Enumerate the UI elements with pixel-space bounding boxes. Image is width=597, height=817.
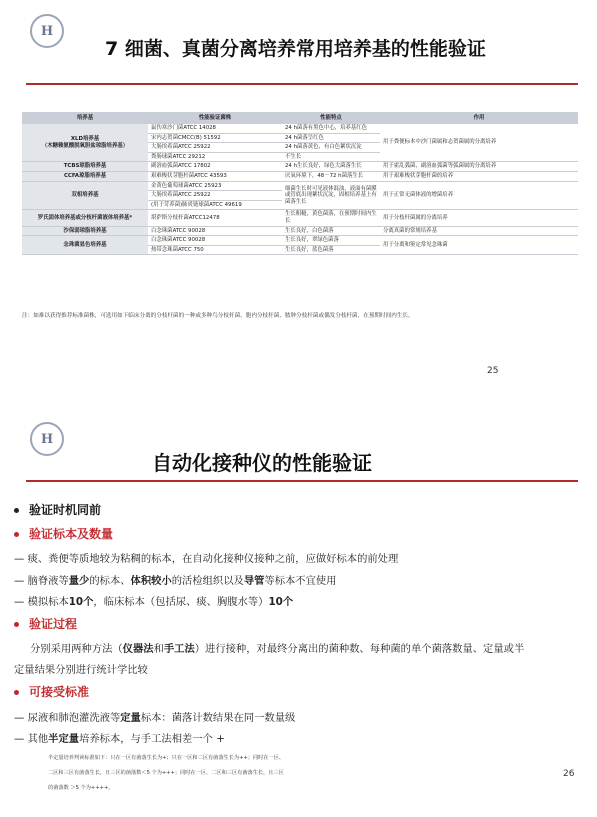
slide-title: 自动化接种仪的性能验证: [152, 451, 372, 475]
table-row: [22, 226, 578, 236]
page-number: 25: [487, 366, 499, 376]
sample-line-3: — 模拟标本10个，临床标本（包括尿、痰、胸腹水等）10个: [14, 596, 294, 608]
header-strain: 性能验证菌株: [148, 112, 282, 124]
slide-title: 7 细菌、真菌分离培养常用培养基的性能验证: [105, 38, 486, 60]
cell-feature: 24 h菌落呈红色: [282, 133, 380, 143]
cell-strain: 副溶血弧菌ATCC 17802: [148, 162, 282, 172]
criteria-note-1: 半定量培养判读标准如下：只在一区有菌落生长为+；只在一区和二区有菌落生长为++；同时在一区、: [48, 755, 285, 761]
cell-medium: 双相培养基: [22, 181, 148, 210]
cell-feature: 24 h生长良好，绿色大菌落生长: [282, 162, 380, 172]
slide-26: [0, 410, 597, 817]
cell-feature: 细菌生长时可见液体混浊，液面有菌膜或管底出现絮状沉淀，固相培养基上有菌落生长: [282, 181, 380, 210]
cell-strain: 鼠伤寒沙门菌ATCC 14028: [148, 124, 282, 133]
process-line-1: 分别采用两种方法（仪器法和手工法）进行接种，对最终分离出的菌种数、每种菌的单个菌落数量、定量或半: [30, 643, 525, 655]
process-line-2: 定量结果分别进行统计学比较: [14, 664, 148, 676]
table-row: [22, 171, 578, 181]
cell-strain: 大肠埃希菌ATCC 25922: [148, 191, 282, 201]
cell-use: 用于艰难梭状芽胞杆菌的培养: [380, 171, 578, 181]
cell-strain: 金黄色葡萄球菌ATCC 25923: [148, 181, 282, 191]
cell-feature: 24 h菌落黄色，有白色絮状沉淀: [282, 143, 380, 153]
sample-line-1: — 痰、粪便等质地较为粘稠的标本，在自动化接种仪接种之前，应做好标本的前处理: [14, 553, 399, 565]
cell-medium: XLD培养基 （木糖赖氨酸脱氧胆盐琼脂培养基）: [22, 124, 148, 162]
cell-strain: 宋内志贺菌CMCC(B) 51592: [148, 133, 282, 143]
cell-medium: 念珠菌显色培养基: [22, 236, 148, 255]
table-row: [22, 210, 578, 226]
cell-strain: 艰难梭状芽胞杆菌ATCC 43593: [148, 171, 282, 181]
bullet-timing: 验证时机同前: [14, 501, 101, 518]
sample-line-2: — 脑脊液等量少的标本、体积较小的活检组织以及导管等标本不宜使用: [14, 575, 337, 587]
school-logo-icon: H: [30, 422, 64, 456]
cell-medium: CCFA琼脂培养基: [22, 171, 148, 181]
cell-use: 分离真菌的常规培养基: [380, 226, 578, 236]
cell-use: 用于粪便标本中沙门菌属和志贺菌属的分离培养: [380, 124, 578, 162]
bullet-samples: 验证标本及数量: [14, 525, 113, 542]
table-row: [22, 162, 578, 172]
cell-strain: 热带念珠菌ATCC 750: [148, 245, 282, 255]
header-use: 作用: [380, 112, 578, 124]
acceptance-line-1: — 尿液和肺泡灌洗液等定量标本：菌落计数结果在同一数量级: [14, 712, 296, 724]
cell-feature: 生长良好，蓝色菌落: [282, 245, 380, 255]
cell-strain: 大肠埃希菌ATCC 25922: [148, 143, 282, 153]
cell-strain: 堪萨斯分枝杆菌ATCC12478: [148, 210, 282, 226]
title-divider: [26, 480, 578, 482]
cell-medium: 罗氏固体培养基或分枝杆菌液体培养基*: [22, 210, 148, 226]
cell-strain: 粪肠球菌ATCC 29212: [148, 152, 282, 162]
cell-feature: 厌氧环境下，48－72 h菌落生长: [282, 171, 380, 181]
cell-use: 用于分离和鉴定常见念珠菌: [380, 236, 578, 255]
bullet-process: 验证过程: [14, 615, 77, 632]
table-header-row: [22, 112, 578, 124]
criteria-note-2: 二区和三区有菌落生长，且三区的菌落数＜5 个为+++；同时在一区、二区和三区有菌落生长，且三区: [48, 770, 284, 776]
criteria-note-3: 的菌落数 ＞5 个为++++。: [48, 785, 114, 791]
media-verification-table: [22, 112, 578, 255]
slide-25: [0, 0, 597, 395]
bullet-acceptance: 可接受标准: [14, 683, 89, 700]
cell-feature: 生长良好，翠绿色菌落: [282, 236, 380, 246]
cell-strain: (用于苛养菌)肺炎链球菌ATCC 49619: [148, 200, 282, 210]
cell-feature: 24 h菌落有黑色中心，培养基红色: [282, 124, 380, 133]
cell-medium: TCBS琼脂培养基: [22, 162, 148, 172]
cell-use: 用于正常无菌体液的增菌培养: [380, 181, 578, 210]
table-row: [22, 236, 578, 246]
cell-strain: 白念珠菌ATCC 90028: [148, 226, 282, 236]
acceptance-line-2: — 其他半定量培养标本，与手工法相差一个 +: [14, 733, 225, 745]
cell-use: 用于霍乱弧菌、副溶血弧菌等弧菌属的分离培养: [380, 162, 578, 172]
cell-feature: 生长粗糙，黄色菌落，在预期时间内生长: [282, 210, 380, 226]
title-divider: [26, 83, 578, 85]
school-logo-icon: H: [30, 14, 64, 48]
page-number: 26: [563, 769, 575, 779]
header-medium: 培养基: [22, 112, 148, 124]
table-row: [22, 181, 578, 191]
cell-feature: 不生长: [282, 152, 380, 162]
table-row: [22, 124, 578, 133]
cell-strain: 白念珠菌ATCC 90028: [148, 236, 282, 246]
table-footnote: 注：如难以获得推荐标准菌株，可选用如下临床分离的分枝杆菌的一种或多种鸟分枝杆菌、胞内分枝杆菌、脓肿分枝杆菌或偶发分枝杆菌，在预期时间内生长。: [22, 313, 414, 319]
cell-feature: 生长良好，白色菌落: [282, 226, 380, 236]
header-feature: 性能特点: [282, 112, 380, 124]
cell-use: 用于分枝杆菌属的分离培养: [380, 210, 578, 226]
cell-medium: 沙保弱琼脂培养基: [22, 226, 148, 236]
